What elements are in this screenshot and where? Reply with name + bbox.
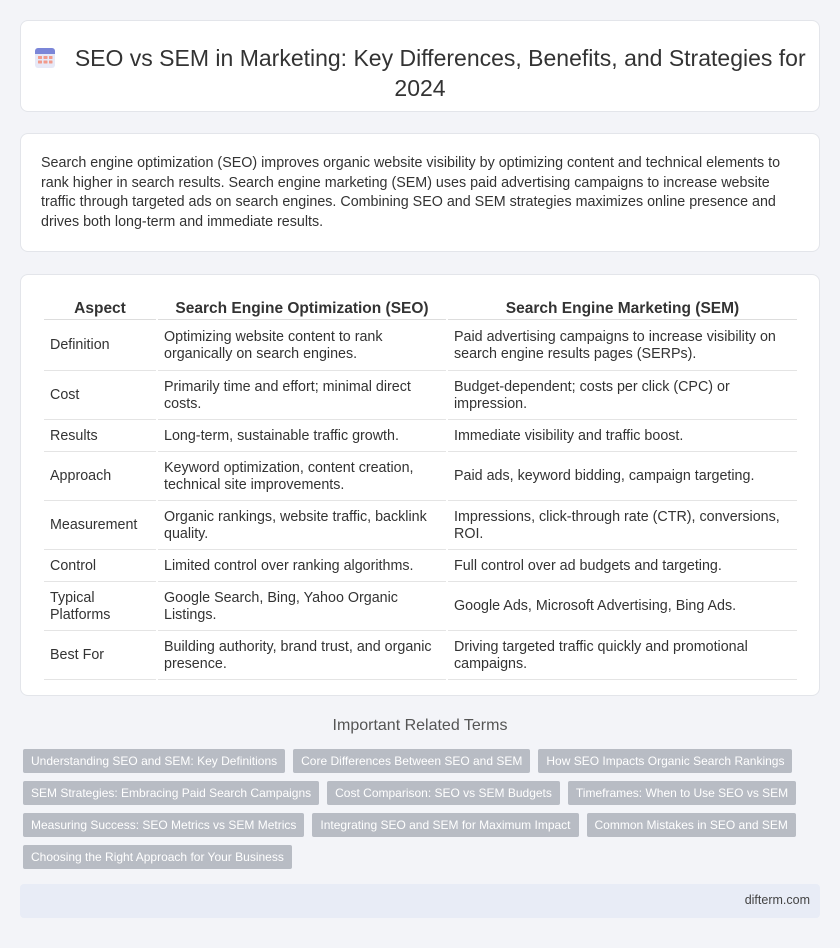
site-link[interactable]: difterm.com [744, 893, 810, 907]
cell-seo: Optimizing website content to rank organically on search engines. [158, 322, 446, 371]
table-row [44, 454, 797, 501]
cell-sem: Budget-dependent; costs per click (CPC) or impression. [448, 373, 797, 420]
related-term-link[interactable]: How SEO Impacts Organic Search Rankings [538, 749, 792, 773]
intro-card [20, 133, 820, 252]
cell-aspect: Typical Platforms [44, 584, 156, 631]
cell-aspect: Approach [44, 454, 156, 501]
cell-sem: Immediate visibility and traffic boost. [448, 422, 797, 452]
cell-aspect: Results [44, 422, 156, 452]
related-term-link[interactable]: Common Mistakes in SEO and SEM [587, 813, 796, 837]
related-term-link[interactable]: Integrating SEO and SEM for Maximum Impact [312, 813, 578, 837]
related-term-link[interactable]: Choosing the Right Approach for Your Business [23, 845, 292, 869]
related-terms-heading: Important Related Terms [332, 717, 508, 734]
cell-aspect: Control [44, 552, 156, 582]
cell-aspect: Cost [44, 373, 156, 420]
related-term-link[interactable]: Measuring Success: SEO Metrics vs SEM Metrics [23, 813, 304, 837]
cell-seo: Primarily time and effort; minimal direct costs. [158, 373, 446, 420]
table-row [44, 422, 797, 452]
related-term-link[interactable]: Cost Comparison: SEO vs SEM Budgets [327, 781, 560, 805]
header-card [20, 20, 820, 112]
cell-sem: Driving targeted traffic quickly and promotional campaigns. [448, 633, 797, 680]
column-header-aspect: Aspect [44, 296, 156, 320]
cell-sem: Full control over ad budgets and targeting. [448, 552, 797, 582]
related-term-link[interactable]: SEM Strategies: Embracing Paid Search Campaigns [23, 781, 319, 805]
cell-sem: Impressions, click-through rate (CTR), conversions, ROI. [448, 503, 797, 550]
table-row [44, 373, 797, 420]
intro-paragraph: Search engine optimization (SEO) improves organic website visibility by optimizing content and technical elements to rank higher in search results. Search engine marketing (SEM) uses paid advertising campaigns to increase website traffic through targeted ads on search engines. Combining SEO and SEM strategies maximizes online presence and drives both long-term and immediate results. [41, 155, 781, 230]
cell-aspect: Definition [44, 322, 156, 371]
page-title: SEO vs SEM in Marketing: Key Differences, Benefits, and Strategies for 2024 [74, 45, 806, 101]
table-row [44, 584, 797, 631]
footer [20, 884, 820, 918]
cell-sem: Google Ads, Microsoft Advertising, Bing Ads. [448, 584, 797, 631]
comparison-table [42, 294, 799, 682]
table-row [44, 633, 797, 680]
table-icon [34, 47, 56, 69]
related-term-link[interactable]: Timeframes: When to Use SEO vs SEM [568, 781, 796, 805]
related-term-link[interactable]: Core Differences Between SEO and SEM [293, 749, 530, 773]
cell-aspect: Measurement [44, 503, 156, 550]
related-terms-list [23, 749, 803, 869]
comparison-card [20, 274, 820, 696]
title-wrap [21, 43, 819, 103]
cell-seo: Google Search, Bing, Yahoo Organic Listings. [158, 584, 446, 631]
cell-seo: Long-term, sustainable traffic growth. [158, 422, 446, 452]
column-header-sem: Search Engine Marketing (SEM) [448, 296, 797, 320]
table-row [44, 552, 797, 582]
cell-seo: Organic rankings, website traffic, backlink quality. [158, 503, 446, 550]
table-header-row [44, 296, 797, 320]
cell-seo: Keyword optimization, content creation, technical site improvements. [158, 454, 446, 501]
table-row [44, 503, 797, 550]
column-header-seo: Search Engine Optimization (SEO) [158, 296, 446, 320]
cell-seo: Limited control over ranking algorithms. [158, 552, 446, 582]
related-term-link[interactable]: Understanding SEO and SEM: Key Definitions [23, 749, 285, 773]
table-row [44, 322, 797, 371]
cell-sem: Paid advertising campaigns to increase visibility on search engine results pages (SERPs). [448, 322, 797, 371]
cell-aspect: Best For [44, 633, 156, 680]
cell-seo: Building authority, brand trust, and organic presence. [158, 633, 446, 680]
cell-sem: Paid ads, keyword bidding, campaign targeting. [448, 454, 797, 501]
